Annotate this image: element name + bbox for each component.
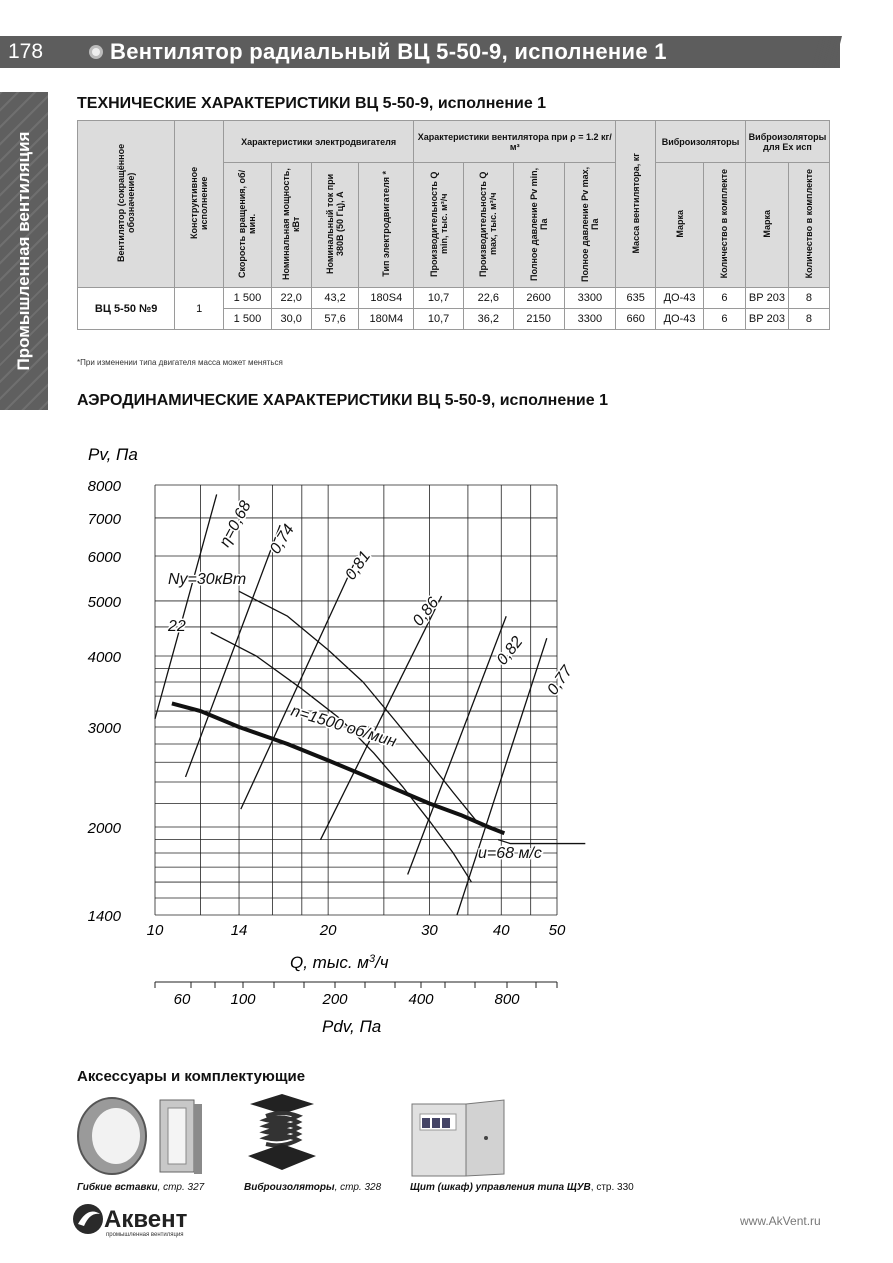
accessory-caption-1	[77, 1182, 204, 1193]
table-cell: 2150	[513, 309, 564, 330]
table-cell: ДО-43	[656, 288, 704, 309]
y-tick-label: 2000	[87, 820, 121, 838]
y-tick-label: 1400	[87, 908, 121, 925]
aero-chart	[60, 430, 620, 1040]
y-tick-label: 3000	[87, 719, 121, 737]
table-cell: 1 500	[224, 309, 272, 330]
gear-bullet-icon	[88, 44, 104, 60]
x2-tick-label: 200	[322, 991, 348, 1008]
x2-tick-label: 800	[494, 991, 520, 1008]
col-p-min: Полное давление Pv min, Па	[513, 163, 564, 288]
series-line-2	[211, 632, 472, 882]
col-design: Конструктивное исполнение	[175, 121, 224, 288]
x2-tick-label: 60	[173, 991, 191, 1008]
table-cell: 635	[616, 288, 656, 309]
y-tick-label: 8000	[87, 478, 121, 495]
y-tick-label: 7000	[87, 510, 121, 528]
x-tick-label: 20	[319, 922, 337, 939]
accessory-caption-3	[410, 1182, 634, 1193]
accessory-caption-2	[244, 1182, 381, 1193]
col-brand-ex: Марка	[745, 163, 788, 288]
col-mass: Масса вентилятора, кг	[616, 121, 656, 288]
table-cell: 22,6	[463, 288, 513, 309]
table-footnote: *При изменении типа двигателя масса может меняться	[77, 358, 283, 367]
x2-tick-label: 100	[230, 991, 256, 1008]
x-tick-label: 40	[492, 922, 510, 939]
logo-text: Аквент	[104, 1206, 188, 1233]
col-speed: Скорость вращения, об/мин.	[224, 163, 272, 288]
table-cell: 6	[704, 288, 746, 309]
series-line-9	[498, 840, 585, 844]
y-tick-label: 5000	[87, 593, 121, 611]
table-cell: ВР 203	[745, 309, 788, 330]
design-cell: 1	[175, 288, 224, 330]
chart-annotation: 0,77	[544, 663, 577, 699]
table-cell: 180S4	[359, 288, 414, 309]
col-group-fan: Характеристики вентилятора при ρ = 1.2 кг/м³	[414, 121, 616, 163]
accessory-page: , стр. 328	[334, 1182, 382, 1193]
table-cell: 1 500	[224, 288, 272, 309]
chart-labels	[167, 498, 577, 862]
table-cell: 8	[788, 288, 829, 309]
table-cell: 180M4	[359, 309, 414, 330]
table-cell: 57,6	[311, 309, 359, 330]
chart-annotation: Ny=30кВт	[168, 571, 247, 588]
col-qty-ex: Количество в комплекте	[788, 163, 829, 288]
chart-grid	[87, 478, 566, 1008]
series-line-3	[155, 494, 217, 718]
table-cell: 10,7	[414, 309, 464, 330]
accessories-title: Аксессуары и комплектующие	[77, 1068, 306, 1085]
chart-annotation: 0,74	[266, 521, 298, 558]
page-number: 178	[8, 40, 44, 63]
chart-annotation: u=68 м/с	[478, 845, 542, 862]
flexible-insert-image	[76, 1094, 206, 1178]
col-motor-type: Тип электродвигателя *	[359, 163, 414, 288]
y-axis-label: Pv, Па	[88, 445, 138, 464]
table-cell: 3300	[564, 309, 616, 330]
chart-annotation: 0,82	[493, 633, 527, 669]
col-q-max: Производительность Q max, тыс. м³/ч	[463, 163, 513, 288]
x-tick-label: 50	[548, 922, 566, 939]
col-qty: Количество в комплекте	[704, 163, 746, 288]
website-link[interactable]: www.AkVent.ru	[740, 1214, 821, 1228]
fan-name-cell: ВЦ 5-50 №9	[78, 288, 175, 330]
table-cell: 30,0	[271, 309, 311, 330]
page-title: Вентилятор радиальный ВЦ 5-50-9, исполнение 1	[110, 39, 667, 64]
series-line-7	[408, 616, 507, 874]
spec-table	[77, 120, 830, 330]
x-axis-label: Q, тыс. $м^3/ч$	[290, 953, 389, 972]
aero-section-title: АЭРОДИНАМИЧЕСКИЕ ХАРАКТЕРИСТИКИ ВЦ 5-50-9, исполнение 1	[77, 392, 608, 409]
accessory-page: , стр. 327	[157, 1182, 205, 1193]
col-p-max: Полное давление Pv max, Па	[564, 163, 616, 288]
accessory-name: Гибкие вставки	[77, 1182, 158, 1193]
control-cabinet-image	[410, 1098, 510, 1180]
table-cell: 660	[616, 309, 656, 330]
col-power: Номинальная мощность, кВт	[271, 163, 311, 288]
col-brand: Марка	[656, 163, 704, 288]
table-cell: 2600	[513, 288, 564, 309]
accessory-name: Виброизоляторы	[244, 1182, 335, 1193]
col-current: Номинальный ток при 380В (50 Гц), А	[311, 163, 359, 288]
y-tick-label: 6000	[87, 548, 121, 566]
chart-annotation: 0,86	[409, 594, 443, 630]
chart-annotation: n=1500 об/мин	[288, 702, 399, 751]
akvent-logo-icon	[72, 1202, 104, 1236]
table-cell: 3300	[564, 288, 616, 309]
table-cell: 10,7	[414, 288, 464, 309]
series-line-5	[241, 556, 358, 809]
series-line-4	[186, 525, 281, 777]
x2-axis-label: Pdv, Па	[322, 1017, 382, 1036]
table-cell: ДО-43	[656, 309, 704, 330]
table-cell: 6	[704, 309, 746, 330]
side-category-label: Промышленная вентиляция	[14, 131, 33, 371]
x-tick-label: 30	[421, 922, 438, 939]
y-tick-label: 4000	[87, 649, 121, 667]
table-cell: 22,0	[271, 288, 311, 309]
col-group-vibro-ex: Виброизоляторы для Ех исп	[745, 121, 829, 163]
header-stripes	[812, 36, 846, 68]
col-group-vibro: Виброизоляторы	[656, 121, 746, 163]
chart-annotation: 0,81	[342, 548, 375, 584]
chart-annotation: 22	[168, 618, 186, 635]
logo-subtitle: промышленная вентиляция	[106, 1232, 184, 1238]
accessory-page: , стр. 330	[590, 1182, 634, 1193]
table-cell: 43,2	[311, 288, 359, 309]
accessory-name: Щит (шкаф) управления типа ЩУВ	[410, 1182, 591, 1193]
col-fan: Вентилятор (сокращённое обозначение)	[78, 121, 175, 288]
x-tick-label: 14	[230, 922, 248, 939]
table-cell: 8	[788, 309, 829, 330]
series-line-8	[457, 638, 547, 915]
chart-annotation: η=0,68	[216, 498, 255, 550]
table-cell: ВР 203	[745, 288, 788, 309]
table-row	[78, 288, 830, 309]
table-cell: 36,2	[463, 309, 513, 330]
col-group-motor: Характеристики электродвигателя	[224, 121, 414, 163]
x2-tick-label: 400	[408, 991, 434, 1008]
x-tick-label: 10	[146, 922, 164, 939]
vibration-isolator-image	[244, 1094, 320, 1178]
tech-section-title: ТЕХНИЧЕСКИЕ ХАРАКТЕРИСТИКИ ВЦ 5-50-9, исполнение 1	[77, 95, 547, 112]
col-q-min: Производительность Q min, тыс. м³/ч	[414, 163, 464, 288]
